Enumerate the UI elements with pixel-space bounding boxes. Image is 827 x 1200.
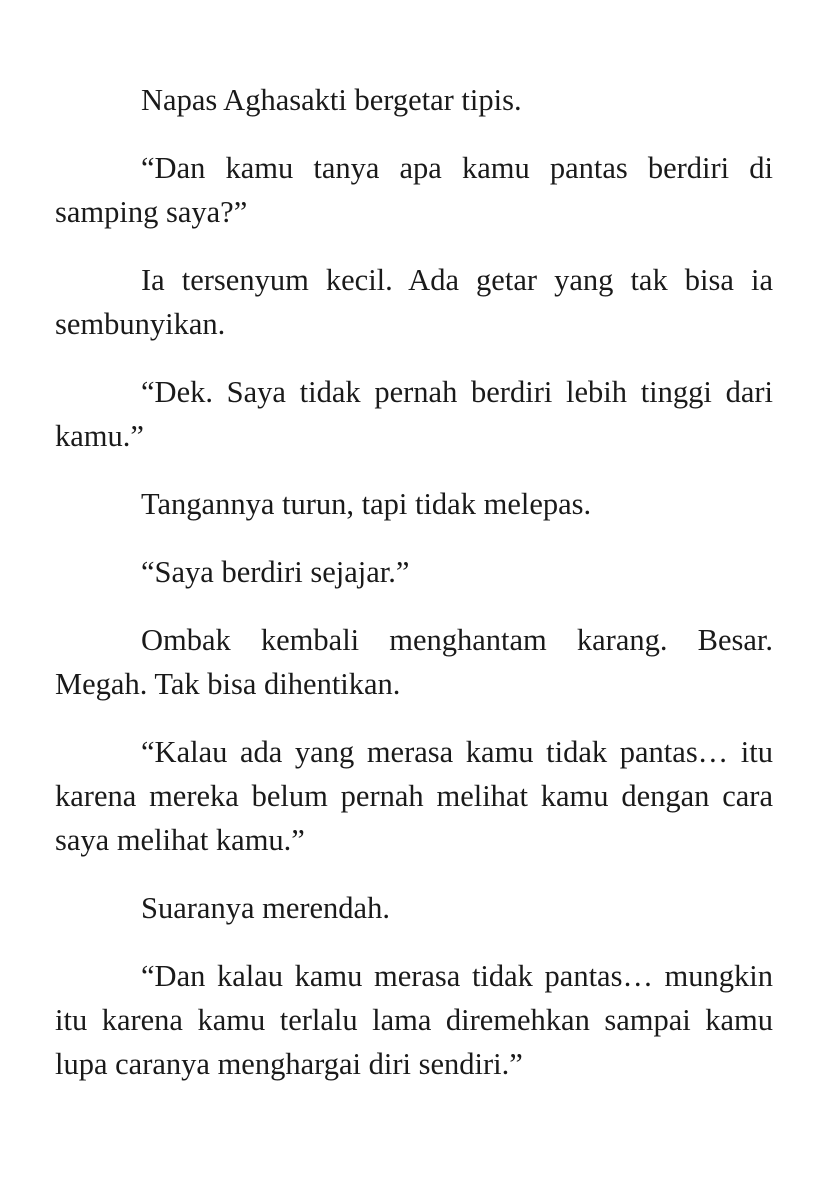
- paragraph: “Dan kalau kamu merasa tidak pantas… mungkin itu karena kamu terlalu lama diremehkan sampai kamu lupa caranya menghargai diri sendiri.”: [55, 959, 773, 1081]
- document-page: [55, 78, 773, 1086]
- paragraph: Ombak kembali menghantam karang. Besar. Megah. Tak bisa dihentikan.: [55, 623, 773, 701]
- paragraph: Tangannya turun, tapi tidak melepas.: [141, 487, 592, 521]
- paragraph: “Saya berdiri sejajar.”: [141, 555, 410, 589]
- paragraph: “Dek. Saya tidak pernah berdiri lebih tinggi dari kamu.”: [55, 375, 773, 453]
- paragraph: “Kalau ada yang merasa kamu tidak pantas… itu karena mereka belum pernah melihat kamu dengan cara saya melihat kamu.”: [55, 735, 773, 857]
- paragraph: “Dan kamu tanya apa kamu pantas berdiri di samping saya?”: [55, 151, 773, 229]
- paragraph: Suaranya merendah.: [141, 891, 390, 925]
- paragraph: Ia tersenyum kecil. Ada getar yang tak bisa ia sembunyikan.: [55, 263, 773, 341]
- paragraph: Napas Aghasakti bergetar tipis.: [141, 83, 522, 117]
